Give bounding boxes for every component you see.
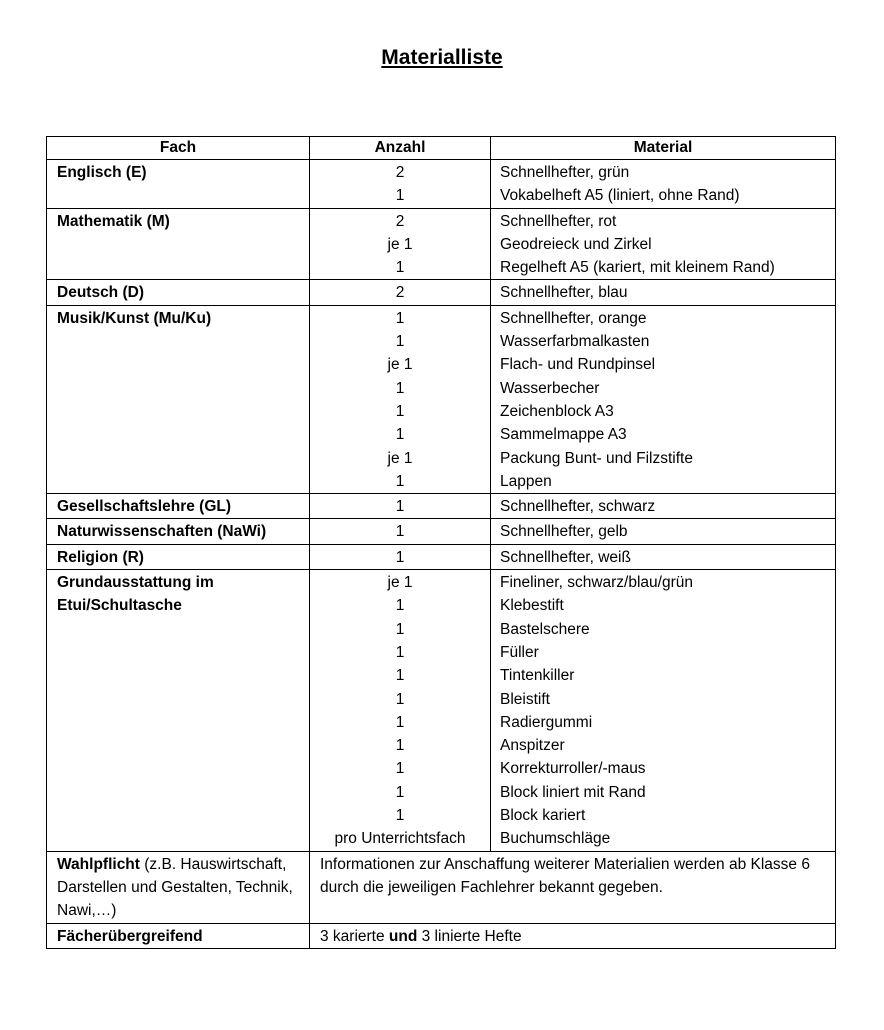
quantity-value: je 1 — [387, 449, 413, 467]
quantity-value: je 1 — [387, 356, 413, 374]
table-row — [47, 305, 836, 493]
material-cell — [491, 494, 836, 519]
quantity-value: 1 — [395, 498, 405, 516]
material-item: Korrekturroller/-maus — [500, 760, 646, 778]
quantity-cell — [310, 519, 491, 544]
quantity-value: 1 — [395, 333, 405, 351]
info-bold: und — [388, 927, 418, 945]
material-item: Schnellhefter, schwarz — [500, 498, 656, 516]
quantity-value: je 1 — [387, 574, 413, 592]
subject-name: Deutsch (D) — [57, 284, 144, 302]
material-cell — [491, 570, 836, 852]
wahlpflicht-note: (z.B. Hauswirtschaft, Darstellen und Gestalten, Technik, Nawi,…) — [57, 855, 293, 920]
quantity-cell — [310, 570, 491, 852]
material-item: Packung Bunt- und Filzstifte — [500, 449, 693, 467]
material-item: Block liniert mit Rand — [500, 783, 646, 801]
material-item: Geodreieck und Zirkel — [500, 235, 652, 253]
material-cell — [491, 544, 836, 569]
material-item: Füller — [500, 643, 539, 661]
table-header-row — [47, 137, 836, 160]
material-item: Regelheft A5 (kariert, mit kleinem Rand) — [500, 259, 775, 277]
quantity-value: 1 — [395, 426, 405, 444]
subject-name: Englisch (E) — [57, 164, 147, 181]
material-item: Zeichenblock A3 — [500, 402, 614, 420]
header-anzahl: Anzahl — [310, 137, 491, 160]
wahlpflicht-label: Wahlpflicht — [57, 855, 140, 873]
subject-name: Naturwissenschaften (NaWi) — [57, 523, 267, 541]
quantity-value: 2 — [395, 284, 405, 302]
material-cell — [491, 305, 836, 493]
subject-cell — [47, 570, 310, 852]
faecheruebergreifend-label: Fächerübergreifend — [47, 923, 310, 948]
material-item: Block kariert — [500, 807, 586, 825]
quantity-cell — [310, 305, 491, 493]
info-part2: 3 linierte Hefte — [417, 927, 522, 945]
table-row — [47, 208, 836, 280]
material-item: Fineliner, schwarz/blau/grün — [500, 574, 693, 592]
material-item: Bastelschere — [500, 620, 590, 638]
quantity-cell — [310, 494, 491, 519]
subject-cell — [47, 280, 310, 305]
quantity-value: 1 — [395, 379, 405, 397]
wahlpflicht-row — [47, 851, 836, 923]
quantity-value: 1 — [395, 737, 405, 755]
material-cell — [491, 208, 836, 280]
material-item: Schnellhefter, grün — [500, 164, 630, 181]
table-row — [47, 160, 836, 209]
table-row — [47, 570, 836, 852]
header-material: Material — [491, 137, 836, 160]
quantity-value: 1 — [395, 667, 405, 685]
material-item: Schnellhefter, blau — [500, 284, 628, 302]
quantity-value: 1 — [395, 402, 405, 420]
quantity-value: 1 — [395, 597, 405, 615]
quantity-value: pro Unterrichtsfach — [334, 830, 466, 848]
subject-cell — [47, 519, 310, 544]
quantity-value: 1 — [395, 548, 405, 566]
material-cell — [491, 280, 836, 305]
material-item: Klebestift — [500, 597, 564, 615]
table-row — [47, 544, 836, 569]
material-item: Schnellhefter, orange — [500, 309, 647, 327]
quantity-value: 1 — [395, 690, 405, 708]
material-item: Radiergummi — [500, 713, 593, 731]
material-item: Anspitzer — [500, 737, 565, 755]
material-cell — [491, 160, 836, 209]
subject-name: Musik/Kunst (Mu/Ku) — [57, 309, 212, 327]
material-item: Lappen — [500, 472, 552, 490]
quantity-value: 1 — [395, 713, 405, 731]
subject-cell — [47, 305, 310, 493]
subject-name-line: Grundausstattung im — [57, 574, 214, 592]
quantity-value: 2 — [395, 212, 405, 230]
subject-cell — [47, 544, 310, 569]
subject-name-line: Etui/Schultasche — [57, 597, 182, 615]
quantity-value: 1 — [395, 807, 405, 825]
material-item: Schnellhefter, rot — [500, 212, 617, 230]
info-part1: 3 karierte — [320, 927, 389, 945]
quantity-value: 1 — [395, 187, 405, 205]
material-item: Sammelmappe A3 — [500, 426, 627, 444]
faecheruebergreifend-row — [47, 923, 836, 948]
faecheruebergreifend-info — [310, 923, 836, 948]
quantity-value: 1 — [395, 472, 405, 490]
wahlpflicht-info: Informationen zur Anschaffung weiterer Materialien werden ab Klasse 6 durch die jeweiligen Fachlehrer bekannt gegeben. — [310, 851, 836, 923]
quantity-value: 1 — [395, 783, 405, 801]
quantity-value: je 1 — [387, 235, 413, 253]
subject-cell — [47, 160, 310, 209]
quantity-value: 1 — [395, 259, 405, 277]
subject-name: Mathematik (M) — [57, 212, 170, 230]
table-row — [47, 280, 836, 305]
material-item: Schnellhefter, gelb — [500, 523, 628, 541]
material-table — [46, 136, 836, 949]
quantity-value: 1 — [395, 620, 405, 638]
material-item: Flach- und Rundpinsel — [500, 356, 656, 374]
header-fach: Fach — [47, 137, 310, 160]
page-title: Materialliste — [381, 46, 503, 69]
material-item: Wasserfarbmalkasten — [500, 333, 650, 351]
material-cell — [491, 519, 836, 544]
material-item: Schnellhefter, weiß — [500, 548, 631, 566]
wahlpflicht-label-cell — [47, 851, 310, 923]
material-item: Tintenkiller — [500, 667, 575, 685]
quantity-value: 1 — [395, 309, 405, 327]
quantity-cell — [310, 208, 491, 280]
quantity-cell — [310, 160, 491, 209]
material-item: Wasserbecher — [500, 379, 600, 397]
quantity-value: 1 — [395, 643, 405, 661]
subject-cell — [47, 494, 310, 519]
material-item: Buchumschläge — [500, 830, 611, 848]
quantity-cell — [310, 544, 491, 569]
subject-cell — [47, 208, 310, 280]
quantity-value: 1 — [395, 523, 405, 541]
table-row — [47, 494, 836, 519]
material-item: Bleistift — [500, 690, 550, 708]
quantity-value: 2 — [395, 164, 405, 181]
subject-name: Religion (R) — [57, 548, 144, 566]
material-item: Vokabelheft A5 (liniert, ohne Rand) — [500, 187, 740, 205]
quantity-value: 1 — [395, 760, 405, 778]
table-row — [47, 519, 836, 544]
quantity-cell — [310, 280, 491, 305]
subject-name: Gesellschaftslehre (GL) — [57, 498, 232, 516]
